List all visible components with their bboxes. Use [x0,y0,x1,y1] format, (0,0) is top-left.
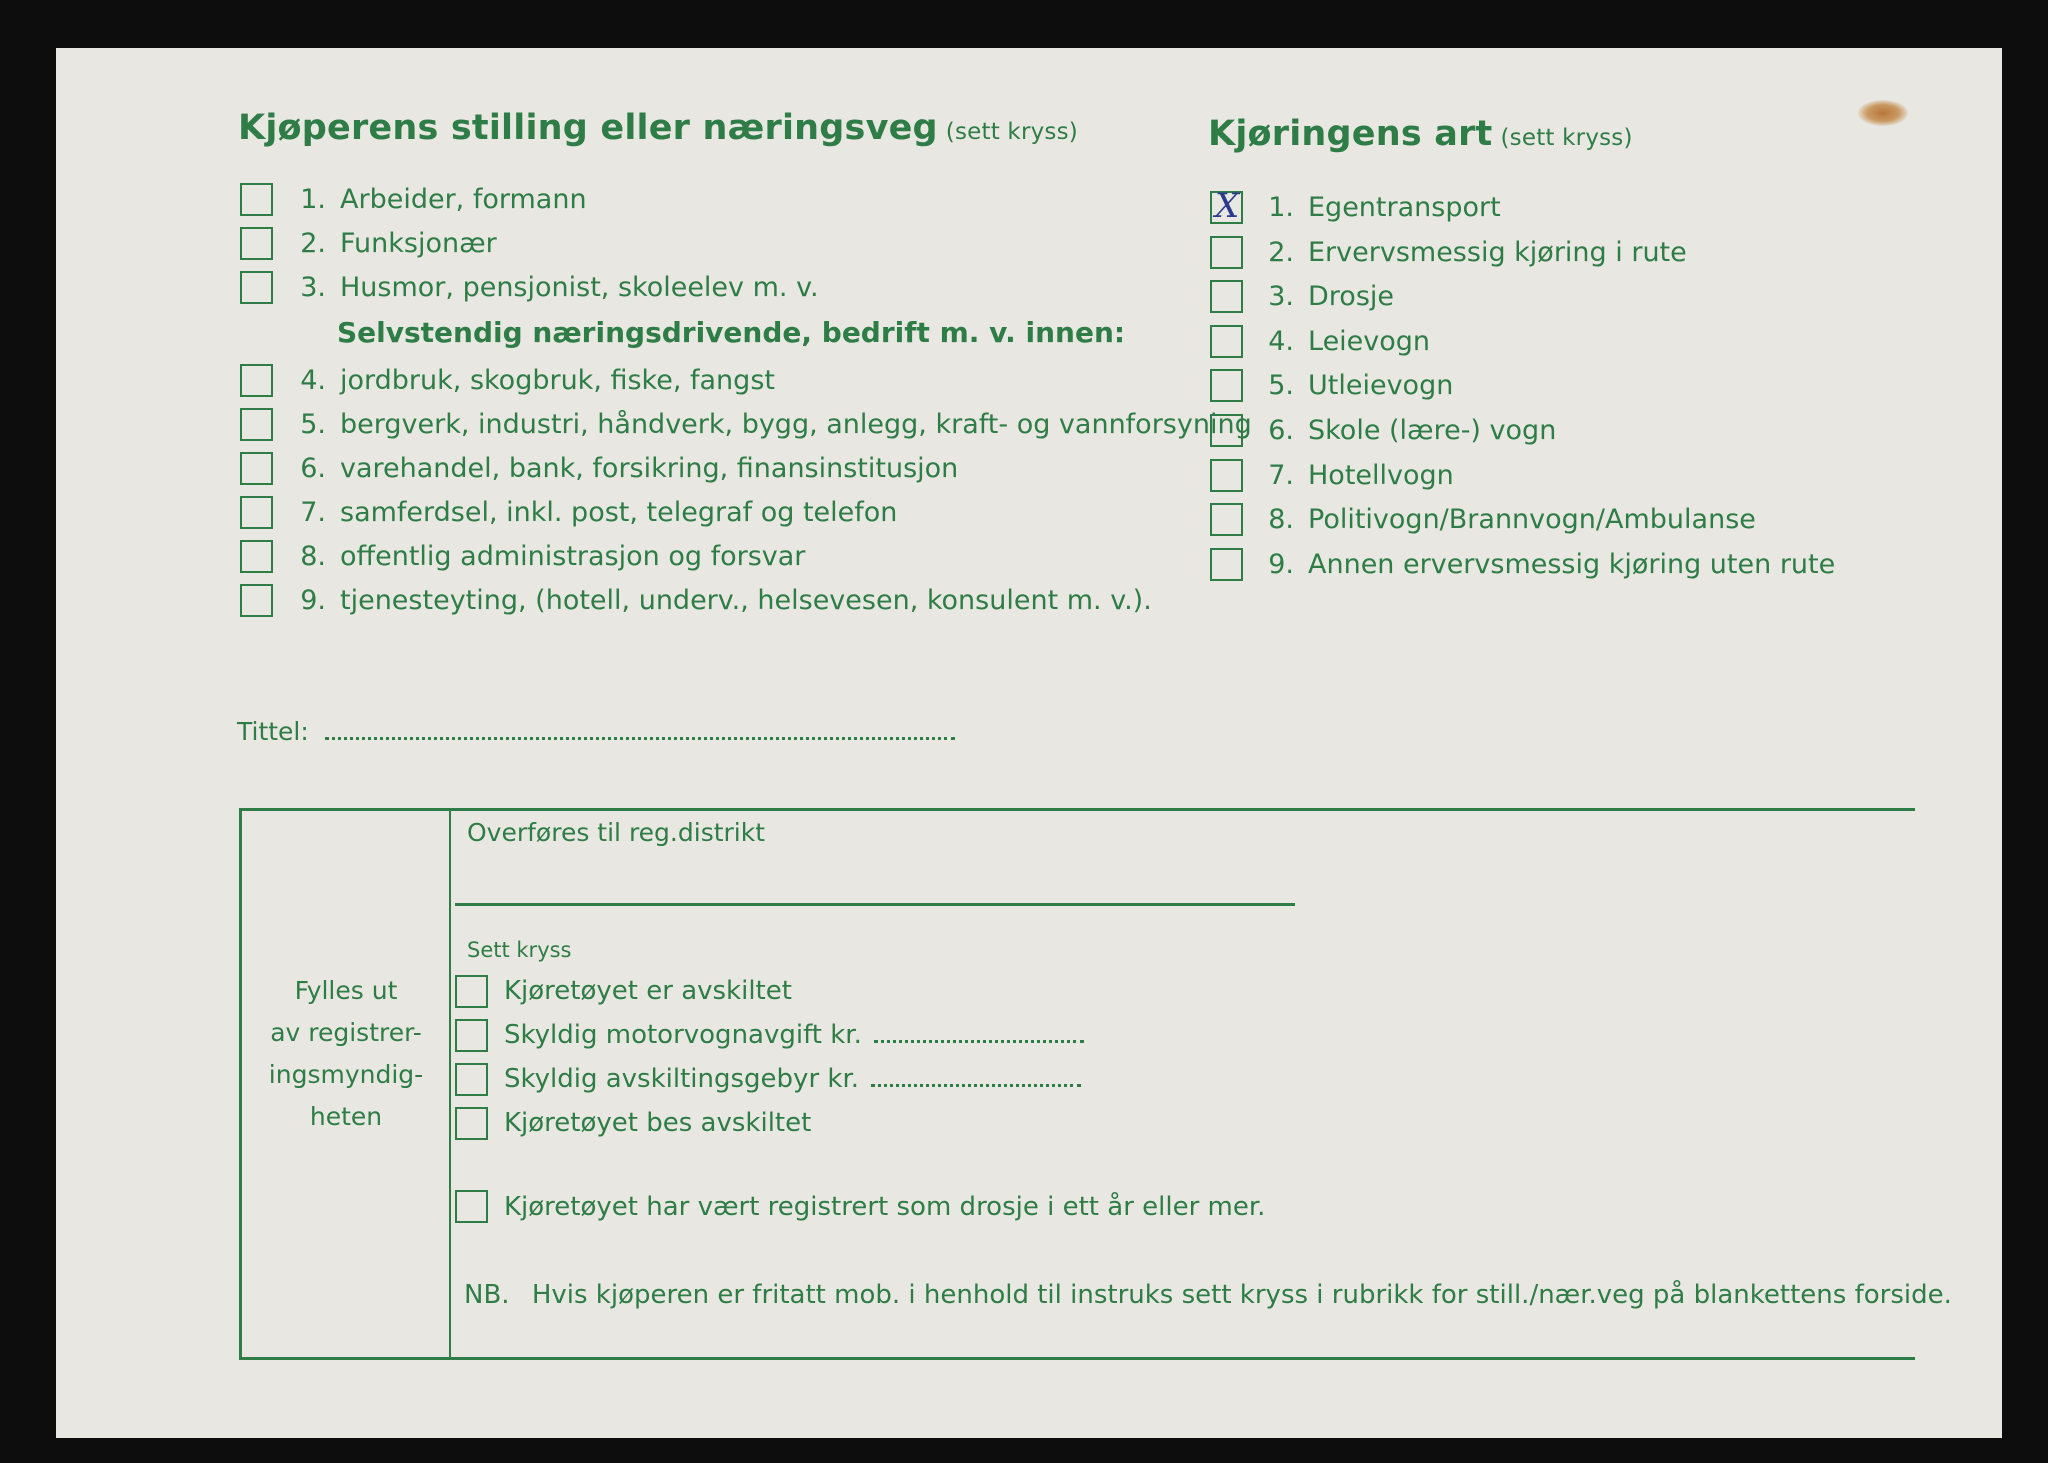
driving-option-6-label [1258,415,1556,446]
authority-option-2-checkbox[interactable] [455,1019,488,1052]
authority-label [246,970,446,1138]
buyer-option-9-checkbox[interactable] [240,584,273,617]
buyer-option-4-text: jordbruk, skogbruk, fiske, fangst [340,365,775,396]
buyer-option-7-label [290,497,897,528]
authority-option-1-label [504,976,792,1006]
buyer-option-5-checkbox[interactable] [240,408,273,441]
box-divider-rule [449,808,451,1360]
buyer-option-4-number: 4. [300,365,326,396]
box-bottom-rule [239,1357,1915,1360]
buyer-option-7-number: 7. [300,497,326,528]
title-dotted-line[interactable] [325,737,955,740]
box-top-rule [239,808,1915,811]
nb-text: Hvis kjøperen er fritatt mob. i henhold til instruks sett kryss i rubrikk for still./nær.veg på blankettens forside. [531,1280,1952,1310]
driving-option-9-number: 9. [1268,548,1294,580]
buyer-option-6-checkbox[interactable] [240,452,273,485]
buyer-option-4-checkbox[interactable] [240,364,273,397]
driving-option-8-number: 8. [1268,504,1294,536]
driving-option-9-label [1258,549,1835,580]
driving-option-2-number: 2. [1268,236,1294,268]
buyer-option-1-label [290,184,587,215]
drosje-label: Kjøretøyet har vært registrert som drosje i ett år eller mer. [504,1192,1266,1222]
buyer-option-2-label [290,228,497,259]
driving-option-2-label [1258,237,1687,268]
buyer-option-1-checkbox[interactable] [240,183,273,216]
transfer-label: Overføres til reg.distrikt [467,818,766,847]
driving-option-2-text: Ervervsmessig kjøring i rute [1308,236,1687,268]
driving-option-5-number: 5. [1268,370,1294,402]
driving-option-6-text: Skole (lære-) vogn [1308,415,1557,446]
driving-option-8-text: Politivogn/Brannvogn/Ambulanse [1308,504,1756,536]
buyer-option-7-checkbox[interactable] [240,496,273,529]
buyer-option-3-text: Husmor, pensjonist, skoleelev m. v. [340,272,819,303]
buyer-option-2-number: 2. [300,228,326,259]
driving-option-7-checkbox[interactable] [1210,459,1243,492]
buyer-option-9-number: 9. [300,585,326,616]
driving-option-3-number: 3. [1268,281,1294,313]
buyer-option-9-label [290,585,1152,616]
driving-section-hint: (sett kryss) [1500,125,1633,151]
authority-option-4-text: Kjøretøyet bes avskiltet [504,1108,812,1138]
authority-label-line: av registrer- [270,1018,422,1047]
buyer-option-8-label [290,541,805,572]
driving-option-3-label [1258,281,1394,312]
driving-option-7-label [1258,460,1454,491]
self-employed-subheading: Selvstendig næringsdrivende, bedrift m. v. innen: [337,316,1126,349]
buyer-option-8-text: offentlig administrasjon og forsvar [340,541,806,572]
authority-option-4-label [504,1108,811,1138]
buyer-option-1-text: Arbeider, formann [340,184,587,215]
authority-option-3-label [504,1064,1081,1094]
driving-option-8-label [1258,504,1756,535]
driving-option-8-checkbox[interactable] [1210,503,1243,536]
authority-option-3-text: Skyldig avskiltingsgebyr kr. [504,1064,860,1094]
driving-option-2-checkbox[interactable] [1210,236,1243,269]
drosje-checkbox[interactable] [455,1190,488,1223]
driving-option-7-number: 7. [1268,459,1294,491]
buyer-option-8-checkbox[interactable] [240,540,273,573]
buyer-option-6-label [290,453,958,484]
driving-option-1-checkbox[interactable] [1210,191,1243,224]
driving-option-1-label [1258,192,1501,223]
paper-stain [1858,100,1908,126]
driving-option-3-checkbox[interactable] [1210,280,1243,313]
driving-section-title-text: Kjøringens art [1208,114,1493,154]
title-label: Tittel: [237,717,309,746]
driving-option-4-number: 4. [1268,325,1294,357]
buyer-option-5-number: 5. [300,409,326,440]
driving-option-5-checkbox[interactable] [1210,369,1243,402]
buyer-option-6-text: varehandel, bank, forsikring, finansinstitusjon [340,453,959,484]
buyer-option-7-text: samferdsel, inkl. post, telegraf og telefon [340,497,898,528]
nb-note [464,1280,1952,1310]
authority-option-3-amount-line[interactable] [871,1084,1081,1087]
title-field[interactable] [237,717,955,746]
authority-option-4-checkbox[interactable] [455,1107,488,1140]
authority-option-3-checkbox[interactable] [455,1063,488,1096]
driving-option-6-checkbox[interactable] [1210,414,1243,447]
buyer-option-9-text: tjenesteyting, (hotell, underv., helsevesen, konsulent m. v.). [340,585,1152,616]
driving-option-5-label [1258,370,1453,401]
buyer-option-2-text: Funksjonær [340,228,497,259]
buyer-section-title-text: Kjøperens stilling eller næringsveg [238,108,938,148]
driving-option-4-label [1258,326,1430,357]
driving-option-6-number: 6. [1268,415,1294,446]
nb-label: NB. [464,1280,510,1310]
authority-option-2-label [504,1020,1084,1050]
buyer-option-8-number: 8. [300,541,326,572]
transfer-line[interactable] [455,903,1295,906]
authority-label-line: ingsmyndig- [268,1060,424,1089]
driving-option-3-text: Drosje [1308,281,1394,313]
sett-kryss-label: Sett kryss [467,938,572,962]
driving-option-4-checkbox[interactable] [1210,325,1243,358]
driving-option-1-number: 1. [1268,192,1294,223]
box-left-rule [239,808,242,1360]
buyer-section-title [238,108,1078,148]
driving-section-title [1208,114,1633,154]
buyer-option-5-label [290,409,1252,440]
driving-option-4-text: Leievogn [1308,325,1431,357]
authority-option-2-text: Skyldig motorvognavgift kr. [504,1020,862,1050]
authority-option-2-amount-line[interactable] [874,1040,1084,1043]
authority-label-line: Fylles ut [294,976,398,1005]
authority-option-1-text: Kjøretøyet er avskiltet [504,976,792,1006]
buyer-option-6-number: 6. [300,453,326,484]
buyer-option-4-label [290,365,775,396]
driving-option-5-text: Utleievogn [1308,370,1454,402]
buyer-option-2-checkbox[interactable] [240,227,273,260]
buyer-option-5-text: bergverk, industri, håndverk, bygg, anlegg, kraft- og vannforsyning [340,409,1252,440]
buyer-option-1-number: 1. [300,184,326,215]
driving-option-1-text: Egentransport [1308,192,1501,223]
driving-option-7-text: Hotellvogn [1308,459,1454,491]
buyer-option-3-number: 3. [300,272,326,303]
authority-option-1-checkbox[interactable] [455,975,488,1008]
buyer-section-hint: (sett kryss) [945,119,1078,145]
driving-option-9-checkbox[interactable] [1210,548,1243,581]
buyer-option-3-checkbox[interactable] [240,271,273,304]
authority-label-line: heten [309,1102,383,1131]
driving-option-9-text: Annen ervervsmessig kjøring uten rute [1308,548,1836,580]
buyer-option-3-label [290,272,819,303]
